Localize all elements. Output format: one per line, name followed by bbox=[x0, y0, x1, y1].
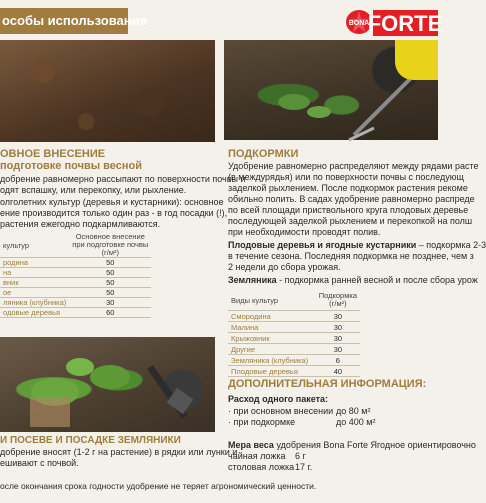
left-dosage-table bbox=[0, 233, 151, 318]
soil-photo bbox=[0, 40, 215, 142]
table-cell-crop: родина bbox=[0, 258, 69, 268]
rashod-value-1: до 80 м² bbox=[336, 406, 371, 416]
right-para-line5: по всей площади приствольного круга плодовых деревье bbox=[228, 205, 469, 215]
fruit-line bbox=[228, 240, 486, 251]
posadka-text-line1: добрение вносят (1-2 г на растение) в рядки или лунки и bbox=[0, 447, 238, 457]
table-cell-value: 50 bbox=[69, 258, 151, 268]
table-header-crop: Виды культур bbox=[228, 290, 316, 311]
table-cell-value: 50 bbox=[69, 288, 151, 298]
right-title: ПОДКОРМКИ bbox=[228, 148, 299, 160]
info-title: ДОПОЛНИТЕЛЬНАЯ ИНФОРМАЦИЯ: bbox=[228, 378, 427, 390]
right-para-line4: обильно полить. В садах удобрение равномерно распреде bbox=[228, 194, 475, 204]
table-header-dose bbox=[69, 233, 151, 258]
table-row bbox=[0, 278, 151, 288]
section-tab: особы использования bbox=[0, 8, 128, 34]
rashod-value-2: до 400 м² bbox=[336, 417, 376, 427]
rashod-label-2: · при подкормке bbox=[228, 417, 296, 427]
mera-value-1: 6 г bbox=[295, 451, 306, 461]
table-row bbox=[0, 308, 151, 318]
right-para-line3: заделкой рыхлением. После подкормок растения рекоме bbox=[228, 183, 468, 193]
glove-photo-detail bbox=[395, 40, 438, 80]
table-header-dose-line2: при подготовке почвы bbox=[72, 240, 149, 249]
table-header-row bbox=[0, 233, 151, 258]
strawberry-seedling-photo bbox=[0, 337, 215, 432]
rashod-title: Расход одного пакета: bbox=[228, 394, 329, 404]
table-cell-value: 6 bbox=[316, 355, 360, 366]
table-cell-value: 30 bbox=[316, 344, 360, 355]
straw-line bbox=[228, 275, 478, 286]
bona-forte-logo bbox=[343, 4, 443, 40]
mera-bold: Мера веса bbox=[228, 440, 274, 450]
right-para-line7: при необходимости проводят полив. bbox=[228, 227, 381, 237]
logo-bona-text: BONA bbox=[348, 20, 370, 27]
rashod-label-1: · при основном внесении bbox=[228, 406, 334, 416]
table-cell-value: 30 bbox=[69, 298, 151, 308]
table-row bbox=[228, 322, 360, 333]
left-para2-line2: ение производится только один раз - в год посадки (!), bbox=[0, 208, 228, 218]
table-cell-crop: Другие bbox=[228, 344, 316, 355]
table-cell-crop: на bbox=[0, 268, 69, 278]
left-title-line1: ОВНОЕ ВНЕСЕНИЕ bbox=[0, 148, 106, 160]
table-header-row bbox=[228, 290, 360, 311]
fruit-rest: – подкормка 2-3 bbox=[416, 240, 486, 250]
table-cell-crop: Крыжовник bbox=[228, 333, 316, 344]
right-para-line2: (в междурядья) или по поверхности почвы с последующ bbox=[228, 172, 464, 182]
table-cell-value: 40 bbox=[316, 366, 360, 377]
straw-rest: - подкормка ранней весной и после сбора урож bbox=[276, 275, 478, 285]
fruit-line2: в течение сезона. Последняя подкормка не позднее, чем з bbox=[228, 251, 474, 261]
right-para-line6: последующей заделкой рыхлением и перекопкой на полш bbox=[228, 216, 473, 226]
mera-value-2: 17 г. bbox=[295, 462, 313, 472]
table-cell-crop: ое bbox=[0, 288, 69, 298]
footer-note: осле окончания срока годности удобрение не теряет агрономический ценности. bbox=[0, 481, 317, 491]
table-cell-value: 60 bbox=[69, 308, 151, 318]
fruit-bold: Плодовые деревья и ягодные кустарники bbox=[228, 240, 417, 250]
table-cell-crop: Малина bbox=[228, 322, 316, 333]
table-row bbox=[228, 366, 360, 377]
table-cell-value: 30 bbox=[316, 333, 360, 344]
table-cell-crop: вник bbox=[0, 278, 69, 288]
table-cell-value: 30 bbox=[316, 322, 360, 333]
table-header-crop: культур bbox=[0, 233, 69, 258]
table-cell-value: 50 bbox=[69, 278, 151, 288]
straw-bold: Земляника bbox=[228, 275, 277, 285]
fruit-line3: 2 недели до сбора урожая. bbox=[228, 262, 341, 272]
mera-label-2: столовая ложка bbox=[228, 462, 295, 472]
mera-rest: удобрения Bona Forte Ягодное ориентировочно bbox=[273, 440, 476, 450]
table-row bbox=[228, 344, 360, 355]
mera-line bbox=[228, 440, 476, 451]
table-row bbox=[0, 298, 151, 308]
table-header-dose-line1: Основное внесение bbox=[75, 232, 145, 241]
table-row bbox=[228, 311, 360, 322]
table-row bbox=[0, 288, 151, 298]
right-feeding-table bbox=[228, 290, 360, 377]
left-title-line2: подготовке почвы весной bbox=[0, 160, 143, 172]
table-cell-crop: ляника (клубника) bbox=[0, 298, 69, 308]
table-row bbox=[0, 268, 151, 278]
left-para1-line2: одят вспашку, или перекопку, или рыхление. bbox=[0, 185, 187, 195]
table-row bbox=[0, 258, 151, 268]
table-row bbox=[228, 333, 360, 344]
left-para2-line3: растения ежегодно подкармливаются. bbox=[0, 219, 161, 229]
posadka-text-line2: ешивают с почвой. bbox=[0, 458, 79, 468]
table-header-dose-line3: (г/м²) bbox=[101, 248, 120, 257]
table-cell-crop: Земляника (клубника) bbox=[228, 355, 316, 366]
rashod-label-2-text: при подкормке bbox=[233, 417, 296, 427]
left-para2-line1: олголетних культур (деревья и кустарники): основное bbox=[0, 197, 224, 207]
table-header-dose-line2: (г/м²) bbox=[329, 299, 347, 308]
table-cell-crop: Плодовые деревья bbox=[228, 366, 316, 377]
rashod-label-1-text: при основном внесении bbox=[233, 406, 334, 416]
table-cell-crop: Смородина bbox=[228, 311, 316, 322]
table-cell-crop: одовые деревья bbox=[0, 308, 69, 318]
table-header-dose-line1: Подкормка bbox=[318, 291, 357, 300]
right-para-line1: Удобрение равномерно распределяют между рядами расте bbox=[228, 161, 479, 171]
table-row bbox=[228, 355, 360, 366]
table-cell-value: 30 bbox=[316, 311, 360, 322]
mera-label-1: чайная ложка bbox=[228, 451, 286, 461]
left-para1-line1: добрение равномерно рассыпают по поверхности почвы и bbox=[0, 174, 246, 184]
logo-forte-text: FORTE bbox=[367, 11, 443, 36]
table-cell-value: 50 bbox=[69, 268, 151, 278]
table-header-dose bbox=[316, 290, 360, 311]
posadka-title: И ПОСЕВЕ И ПОСАДКЕ ЗЕМЛЯНИКИ bbox=[0, 435, 181, 446]
